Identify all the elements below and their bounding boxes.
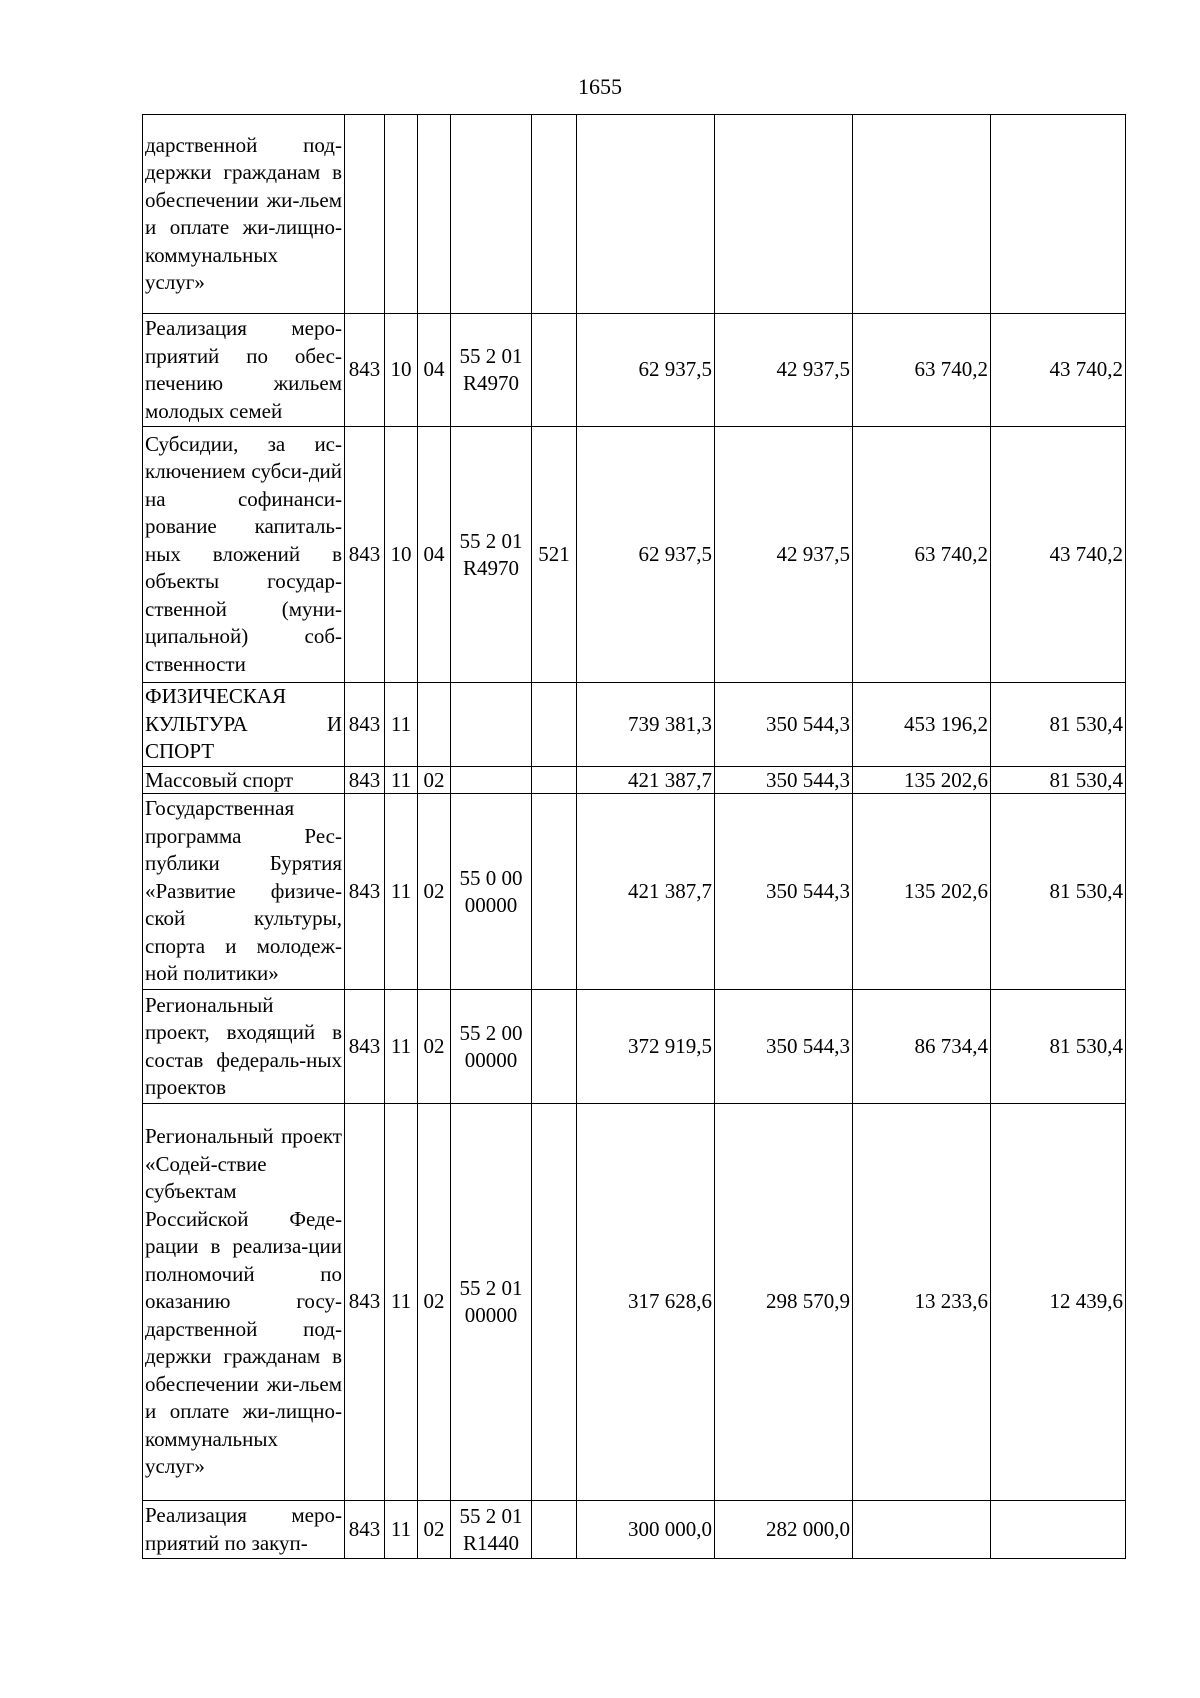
- cell-subsection: [418, 683, 451, 767]
- cell-name: Реализация меро-приятий по закуп-: [143, 1501, 345, 1559]
- cell-sum2: 350 544,3: [715, 683, 853, 767]
- cell-expense-type: [532, 1501, 577, 1559]
- cell-target-article: 55 2 01 R4970: [451, 427, 532, 683]
- cell-subsection: 04: [418, 427, 451, 683]
- cell-ministry: 843: [345, 1104, 385, 1501]
- table-row: [143, 794, 1126, 990]
- cell-sum4: 81 530,4: [991, 990, 1126, 1104]
- cell-name: Массовый спорт: [143, 767, 345, 794]
- table-row: [143, 1501, 1126, 1559]
- cell-ministry: [345, 115, 385, 314]
- cell-sum3: 63 740,2: [853, 314, 991, 427]
- cell-section: 10: [385, 314, 418, 427]
- cell-sum4: 43 740,2: [991, 427, 1126, 683]
- cell-sum2: 350 544,3: [715, 767, 853, 794]
- cell-expense-type: 521: [532, 427, 577, 683]
- cell-sum4: 12 439,6: [991, 1104, 1126, 1501]
- cell-ministry: 843: [345, 314, 385, 427]
- cell-sum3: 453 196,2: [853, 683, 991, 767]
- cell-subsection: 04: [418, 314, 451, 427]
- cell-target-article: 55 2 01 00000: [451, 1104, 532, 1501]
- cell-sum4: 81 530,4: [991, 794, 1126, 990]
- cell-sum1: 317 628,6: [577, 1104, 715, 1501]
- cell-sum2: 42 937,5: [715, 314, 853, 427]
- cell-section: 11: [385, 990, 418, 1104]
- page-number: 1655: [578, 74, 622, 99]
- table-row: [143, 427, 1126, 683]
- cell-target-article: 55 2 01 R4970: [451, 314, 532, 427]
- cell-target-article: 55 0 00 00000: [451, 794, 532, 990]
- table-row: [143, 767, 1126, 794]
- cell-name: Реализация меро-приятий по обес-печению жильем молодых семей: [143, 314, 345, 427]
- cell-sum1: [577, 115, 715, 314]
- cell-expense-type: [532, 990, 577, 1104]
- cell-target-article: [451, 115, 532, 314]
- cell-expense-type: [532, 794, 577, 990]
- cell-subsection: [418, 115, 451, 314]
- cell-subsection: 02: [418, 1104, 451, 1501]
- cell-sum4: [991, 115, 1126, 314]
- cell-ministry: 843: [345, 427, 385, 683]
- cell-ministry: 843: [345, 767, 385, 794]
- cell-sum1: 300 000,0: [577, 1501, 715, 1559]
- cell-section: [385, 115, 418, 314]
- cell-sum2: 282 000,0: [715, 1501, 853, 1559]
- cell-sum1: 372 919,5: [577, 990, 715, 1104]
- cell-sum4: 43 740,2: [991, 314, 1126, 427]
- cell-name: Субсидии, за ис-ключением субси-дий на софинанси-рование капиталь-ных вложений в объекты государ-ственной (муни-ципальной) соб-ственности: [143, 427, 345, 683]
- cell-section: 11: [385, 1104, 418, 1501]
- cell-sum4: 81 530,4: [991, 767, 1126, 794]
- cell-section: 10: [385, 427, 418, 683]
- table-row: [143, 115, 1126, 314]
- cell-target-article: [451, 767, 532, 794]
- table-row: [143, 1104, 1126, 1501]
- cell-sum3: 13 233,6: [853, 1104, 991, 1501]
- cell-subsection: 02: [418, 990, 451, 1104]
- cell-sum4: 81 530,4: [991, 683, 1126, 767]
- cell-section: 11: [385, 1501, 418, 1559]
- cell-sum3: [853, 115, 991, 314]
- cell-name: Региональный проект «Содей-ствие субъектам Российской Феде-рации в реализа-ции полномочий по оказанию госу-дарственной под-держки гражданам в обеспечении жи-льем и оплате жи-лищно-коммунальных услуг»: [143, 1104, 345, 1501]
- cell-sum3: 135 202,6: [853, 767, 991, 794]
- cell-section: 11: [385, 794, 418, 990]
- cell-ministry: 843: [345, 1501, 385, 1559]
- cell-sum3: [853, 1501, 991, 1559]
- cell-name: дарственной под-держки гражданам в обеспечении жи-льем и оплате жи-лищно-коммунальных услуг»: [143, 115, 345, 314]
- cell-sum3: 135 202,6: [853, 794, 991, 990]
- cell-target-article: 55 2 01 R1440: [451, 1501, 532, 1559]
- cell-subsection: 02: [418, 794, 451, 990]
- cell-sum3: 86 734,4: [853, 990, 991, 1104]
- cell-expense-type: [532, 767, 577, 794]
- cell-ministry: 843: [345, 990, 385, 1104]
- cell-name: Региональный проект, входящий в состав федераль-ных проектов: [143, 990, 345, 1104]
- cell-subsection: 02: [418, 1501, 451, 1559]
- cell-sum1: 421 387,7: [577, 794, 715, 990]
- cell-name: Государственная программа Рес-публики Бурятия «Развитие физиче-ской культуры, спорта и молодеж-ной политики»: [143, 794, 345, 990]
- cell-sum3: 63 740,2: [853, 427, 991, 683]
- cell-target-article: [451, 683, 532, 767]
- cell-sum4: [991, 1501, 1126, 1559]
- cell-expense-type: [532, 1104, 577, 1501]
- cell-section: 11: [385, 767, 418, 794]
- cell-expense-type: [532, 115, 577, 314]
- cell-sum2: [715, 115, 853, 314]
- cell-sum2: 350 544,3: [715, 794, 853, 990]
- cell-section: 11: [385, 683, 418, 767]
- cell-ministry: 843: [345, 683, 385, 767]
- cell-sum2: 298 570,9: [715, 1104, 853, 1501]
- cell-sum1: 62 937,5: [577, 314, 715, 427]
- cell-name: ФИЗИЧЕСКАЯ КУЛЬТУРА И СПОРТ: [143, 683, 345, 767]
- table-row: [143, 683, 1126, 767]
- cell-target-article: 55 2 00 00000: [451, 990, 532, 1104]
- table-row: [143, 990, 1126, 1104]
- cell-sum2: 350 544,3: [715, 990, 853, 1104]
- budget-table: [142, 114, 1126, 1559]
- cell-sum1: 421 387,7: [577, 767, 715, 794]
- cell-ministry: 843: [345, 794, 385, 990]
- table-row: [143, 314, 1126, 427]
- cell-expense-type: [532, 314, 577, 427]
- cell-subsection: 02: [418, 767, 451, 794]
- cell-expense-type: [532, 683, 577, 767]
- cell-sum1: 739 381,3: [577, 683, 715, 767]
- cell-sum1: 62 937,5: [577, 427, 715, 683]
- cell-sum2: 42 937,5: [715, 427, 853, 683]
